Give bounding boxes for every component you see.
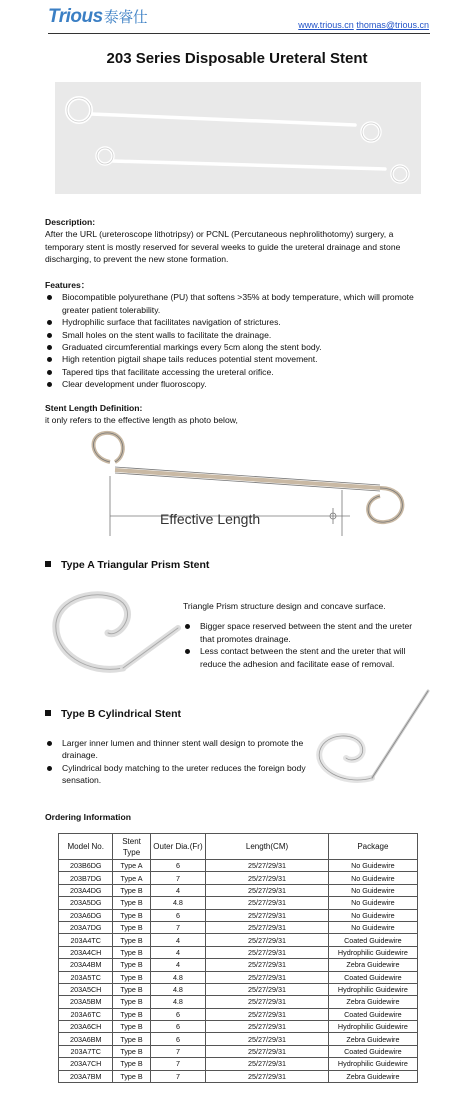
table-cell: Type B <box>113 921 150 933</box>
table-cell: 25/27/29/31 <box>206 860 328 872</box>
table-row <box>59 996 418 1008</box>
website-link[interactable]: www.trious.cn <box>298 20 354 30</box>
table-cell: Type B <box>113 959 150 971</box>
table-cell: Zebra Guidewire <box>328 996 417 1008</box>
list-item: Hydrophilic surface that facilitates navigation of strictures. <box>45 316 430 328</box>
effective-length-diagram <box>80 430 420 550</box>
table-cell: 25/27/29/31 <box>206 921 328 933</box>
table-row <box>59 1008 418 1020</box>
table-cell: 6 <box>150 1033 206 1045</box>
product-photo <box>55 82 421 194</box>
table-row <box>59 971 418 983</box>
table-cell: Type A <box>113 860 150 872</box>
table-cell: 203A7TC <box>59 1045 113 1057</box>
table-cell: 25/27/29/31 <box>206 909 328 921</box>
column-header: Stent Type <box>113 834 150 860</box>
email-link[interactable]: thomas@trious.cn <box>356 20 429 30</box>
list-item: Less contact between the stent and the ureter that will reduce the adhesion and facilitate ease of removal. <box>183 645 423 670</box>
table-cell: 203A7BM <box>59 1070 113 1082</box>
type-a-image <box>48 583 183 683</box>
table-cell: Type B <box>113 934 150 946</box>
table-cell: Zebra Guidewire <box>328 1070 417 1082</box>
table-cell: 203A4BM <box>59 959 113 971</box>
table-body <box>59 860 418 1083</box>
brand-name-cn: 泰睿仕 <box>103 9 148 26</box>
table-row <box>59 1058 418 1070</box>
column-header: Package <box>328 834 417 860</box>
table-cell: 7 <box>150 872 206 884</box>
list-item: Clear development under fluoroscopy. <box>45 378 430 390</box>
table-cell: 203A5CH <box>59 983 113 995</box>
table-cell: No Guidewire <box>328 860 417 872</box>
table-cell: 203A4TC <box>59 934 113 946</box>
features-list <box>45 291 430 390</box>
table-cell: No Guidewire <box>328 872 417 884</box>
table-row <box>59 872 418 884</box>
table-cell: Coated Guidewire <box>328 1008 417 1020</box>
description-text: After the URL (ureteroscope lithotripsy) or PCNL (Percutaneous nephrolithotomy) surgery, a temporary stent is mostly reserved for several weeks to guide the ureteral drainage and stone discharging, to prevent the new stone formation. <box>45 229 401 265</box>
table-cell: 4 <box>150 946 206 958</box>
effective-length-label: Effective Length <box>160 511 261 527</box>
table-row <box>59 884 418 896</box>
list-item: Larger inner lumen and thinner stent wall design to promote the drainage. <box>45 737 320 762</box>
features-section <box>45 279 430 391</box>
table-cell: Hydrophilic Guidewire <box>328 946 417 958</box>
list-item: Bigger space reserved between the stent and the ureter that promotes drainage. <box>183 620 423 645</box>
table-cell: No Guidewire <box>328 884 417 896</box>
table-row <box>59 860 418 872</box>
table-cell: No Guidewire <box>328 909 417 921</box>
length-definition-text: it only refers to the effective length as photo below, <box>45 415 238 426</box>
list-item: Biocompatible polyurethane (PU) that softens >35% at body temperature, which will promote greater patient tolerability. <box>45 291 430 316</box>
table-cell: Type B <box>113 909 150 921</box>
table-cell: 25/27/29/31 <box>206 934 328 946</box>
table-cell: Type B <box>113 1008 150 1020</box>
table-cell: 203A7DG <box>59 921 113 933</box>
table-cell: 25/27/29/31 <box>206 983 328 995</box>
table-cell: Coated Guidewire <box>328 934 417 946</box>
square-bullet-icon <box>45 561 51 567</box>
table-cell: 203A5BM <box>59 996 113 1008</box>
type-a-intro: Triangle Prism structure design and concave surface. <box>183 601 386 611</box>
type-b-heading <box>45 708 181 720</box>
column-header: Outer Dia.(Fr) <box>150 834 206 860</box>
table-cell: 4 <box>150 884 206 896</box>
table-cell: 25/27/29/31 <box>206 946 328 958</box>
brand-name: Trious <box>48 6 103 27</box>
table-row <box>59 959 418 971</box>
type-a-heading <box>45 559 209 571</box>
table-row <box>59 921 418 933</box>
table-cell: Type B <box>113 1058 150 1070</box>
list-item: Tapered tips that facilitate accessing the ureteral orifice. <box>45 366 430 378</box>
page-title: 203 Series Disposable Ureteral Stent <box>106 50 368 67</box>
table-cell: 203A5TC <box>59 971 113 983</box>
table-cell: 25/27/29/31 <box>206 1008 328 1020</box>
table-row <box>59 897 418 909</box>
table-cell: Hydrophilic Guidewire <box>328 983 417 995</box>
type-a-heading-text: Type A Triangular Prism Stent <box>61 559 210 571</box>
type-a-text <box>183 600 423 670</box>
table-row <box>59 934 418 946</box>
ordering-heading: Ordering Information <box>45 812 131 822</box>
table-cell: 4 <box>150 934 206 946</box>
table-cell: 7 <box>150 1058 206 1070</box>
table-row <box>59 1021 418 1033</box>
table-cell: No Guidewire <box>328 897 417 909</box>
square-bullet-icon <box>45 710 51 716</box>
table-cell: 203A6TC <box>59 1008 113 1020</box>
list-item: High retention pigtail shape tails reduces potential stent movement. <box>45 353 430 365</box>
table-cell: 25/27/29/31 <box>206 872 328 884</box>
table-cell: 7 <box>150 1070 206 1082</box>
table-row <box>59 1033 418 1045</box>
table-cell: Coated Guidewire <box>328 971 417 983</box>
table-cell: Type A <box>113 872 150 884</box>
column-header: Length(CM) <box>206 834 328 860</box>
table-cell: 7 <box>150 1045 206 1057</box>
table-cell: 25/27/29/31 <box>206 959 328 971</box>
table-cell: 25/27/29/31 <box>206 971 328 983</box>
table-cell: 25/27/29/31 <box>206 1045 328 1057</box>
table-row <box>59 1045 418 1057</box>
brand-logo <box>48 6 147 28</box>
header-links <box>298 20 429 30</box>
table-cell: 6 <box>150 860 206 872</box>
table-cell: 25/27/29/31 <box>206 1070 328 1082</box>
table-cell: 4 <box>150 959 206 971</box>
table-cell: 4.8 <box>150 996 206 1008</box>
table-cell: Type B <box>113 1021 150 1033</box>
table-cell: 6 <box>150 909 206 921</box>
table-cell: Zebra Guidewire <box>328 959 417 971</box>
column-header: Model No. <box>59 834 113 860</box>
type-b-heading-text: Type B Cylindrical Stent <box>61 708 181 720</box>
table-cell: Hydrophilic Guidewire <box>328 1021 417 1033</box>
table-cell: 25/27/29/31 <box>206 1021 328 1033</box>
header-divider <box>48 33 430 34</box>
type-a-list <box>183 620 423 670</box>
list-item: Cylindrical body matching to the ureter reduces the foreign body sensation. <box>45 762 320 787</box>
description-heading: Description: <box>45 217 96 227</box>
table-cell: 203A5DG <box>59 897 113 909</box>
table-cell: Type B <box>113 897 150 909</box>
table-cell: Type B <box>113 971 150 983</box>
table-cell: 4.8 <box>150 983 206 995</box>
table-cell: 6 <box>150 1008 206 1020</box>
type-b-list <box>45 737 320 787</box>
table-cell: Type B <box>113 996 150 1008</box>
table-cell: 203B6DG <box>59 860 113 872</box>
table-cell: 7 <box>150 921 206 933</box>
table-cell: Hydrophilic Guidewire <box>328 1058 417 1070</box>
length-definition-section <box>45 402 430 427</box>
table-cell: Type B <box>113 946 150 958</box>
table-cell: Coated Guidewire <box>328 1045 417 1057</box>
table-header-row <box>59 834 418 860</box>
type-b-text <box>45 737 320 787</box>
table-cell: 203A4CH <box>59 946 113 958</box>
table-cell: 203A6CH <box>59 1021 113 1033</box>
table-cell: 4.8 <box>150 971 206 983</box>
type-b-image <box>312 688 432 788</box>
length-definition-heading: Stent Length Definition: <box>45 403 143 413</box>
table-cell: 4.8 <box>150 897 206 909</box>
table-cell: 6 <box>150 1021 206 1033</box>
table-cell: 203A7CH <box>59 1058 113 1070</box>
table-cell: 25/27/29/31 <box>206 996 328 1008</box>
table-cell: Zebra Guidewire <box>328 1033 417 1045</box>
table-row <box>59 946 418 958</box>
table-cell: Type B <box>113 983 150 995</box>
table-cell: 203A6DG <box>59 909 113 921</box>
table-cell: 203B7DG <box>59 872 113 884</box>
table-row <box>59 983 418 995</box>
table-row <box>59 909 418 921</box>
list-item: Small holes on the stent walls to facilitate the drainage. <box>45 329 430 341</box>
table-cell: Type B <box>113 1070 150 1082</box>
table-cell: 25/27/29/31 <box>206 1058 328 1070</box>
description-section <box>45 216 430 266</box>
table-row <box>59 1070 418 1082</box>
ordering-table <box>58 833 418 1083</box>
table-cell: 25/27/29/31 <box>206 884 328 896</box>
table-cell: No Guidewire <box>328 921 417 933</box>
table-cell: 25/27/29/31 <box>206 1033 328 1045</box>
list-item: Graduated circumferential markings every 5cm along the stent body. <box>45 341 430 353</box>
table-cell: 25/27/29/31 <box>206 897 328 909</box>
table-cell: Type B <box>113 1045 150 1057</box>
table-cell: Type B <box>113 884 150 896</box>
table-cell: 203A6BM <box>59 1033 113 1045</box>
table-cell: 203A4DG <box>59 884 113 896</box>
features-heading: Features： <box>45 280 90 290</box>
table-cell: Type B <box>113 1033 150 1045</box>
